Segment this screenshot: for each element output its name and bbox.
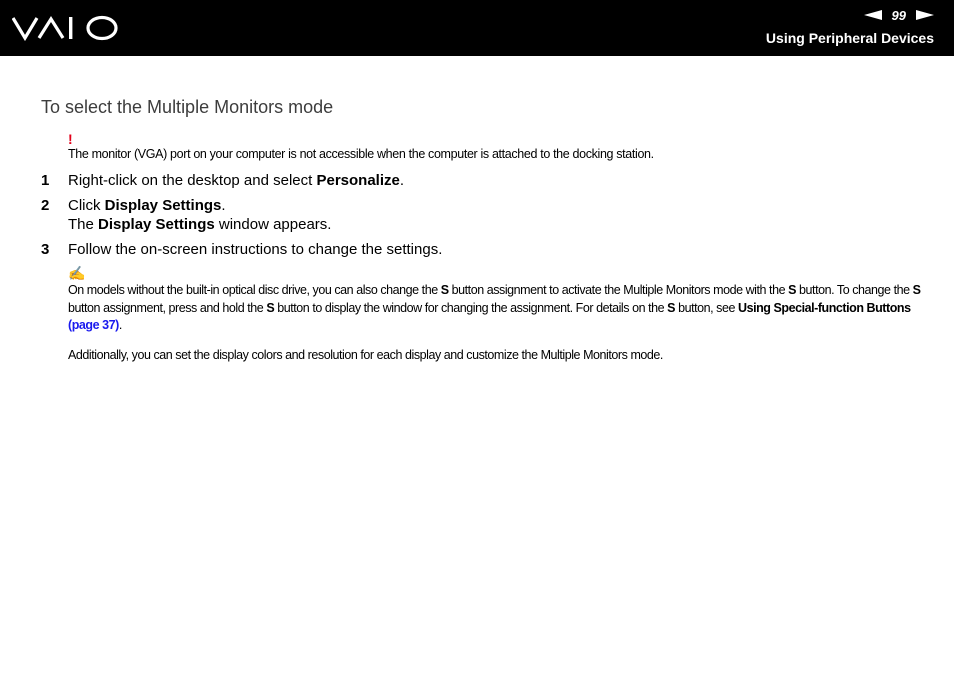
step-2 (41, 196, 921, 234)
previous-page-arrow-icon[interactable] (864, 10, 882, 20)
main-content (41, 97, 921, 364)
page-number: 99 (891, 7, 906, 23)
step-text: Right-click on the desktop and select Personalize. (68, 172, 405, 189)
page-nav (864, 6, 934, 24)
step-1 (41, 171, 921, 190)
tip-note (68, 282, 921, 364)
warning-note (68, 132, 921, 163)
cross-reference-title: Using Special-function Buttons (738, 300, 911, 315)
step-text: Click Display Settings. The Display Settings window appears. (68, 197, 332, 233)
header-bar (0, 0, 954, 56)
section-title: Using Peripheral Devices (765, 30, 934, 46)
step-number: 1 (41, 172, 50, 189)
step-number: 2 (41, 197, 50, 214)
warning-icon: ! (68, 131, 73, 147)
tip-text: On models without the built-in optical disc drive, you can also change the S button assignment to activate the Multiple Monitors mode with the S button. To change the S button assignment, press and hold the S button to display the window for changing the assignment. For details on the S button, see Using Special-function Buttons (page 37). (68, 283, 921, 332)
step-3 (41, 240, 921, 259)
tip-paragraph-2: Additionally, you can set the display colors and resolution for each display and customize the Multiple Monitors mode. (68, 347, 663, 362)
procedure-heading: To select the Multiple Monitors mode (41, 97, 334, 117)
steps-list (41, 171, 921, 259)
step-number: 3 (41, 241, 50, 258)
note-pen-icon: ✍ (68, 265, 86, 281)
warning-text: The monitor (VGA) port on your computer is not accessible when the computer is attached to the docking station. (68, 147, 654, 161)
step-text: Follow the on-screen instructions to change the settings. (68, 241, 443, 258)
next-page-arrow-icon[interactable] (916, 10, 934, 20)
page-37-link[interactable]: (page 37) (68, 318, 119, 332)
vaio-logo (12, 15, 120, 41)
